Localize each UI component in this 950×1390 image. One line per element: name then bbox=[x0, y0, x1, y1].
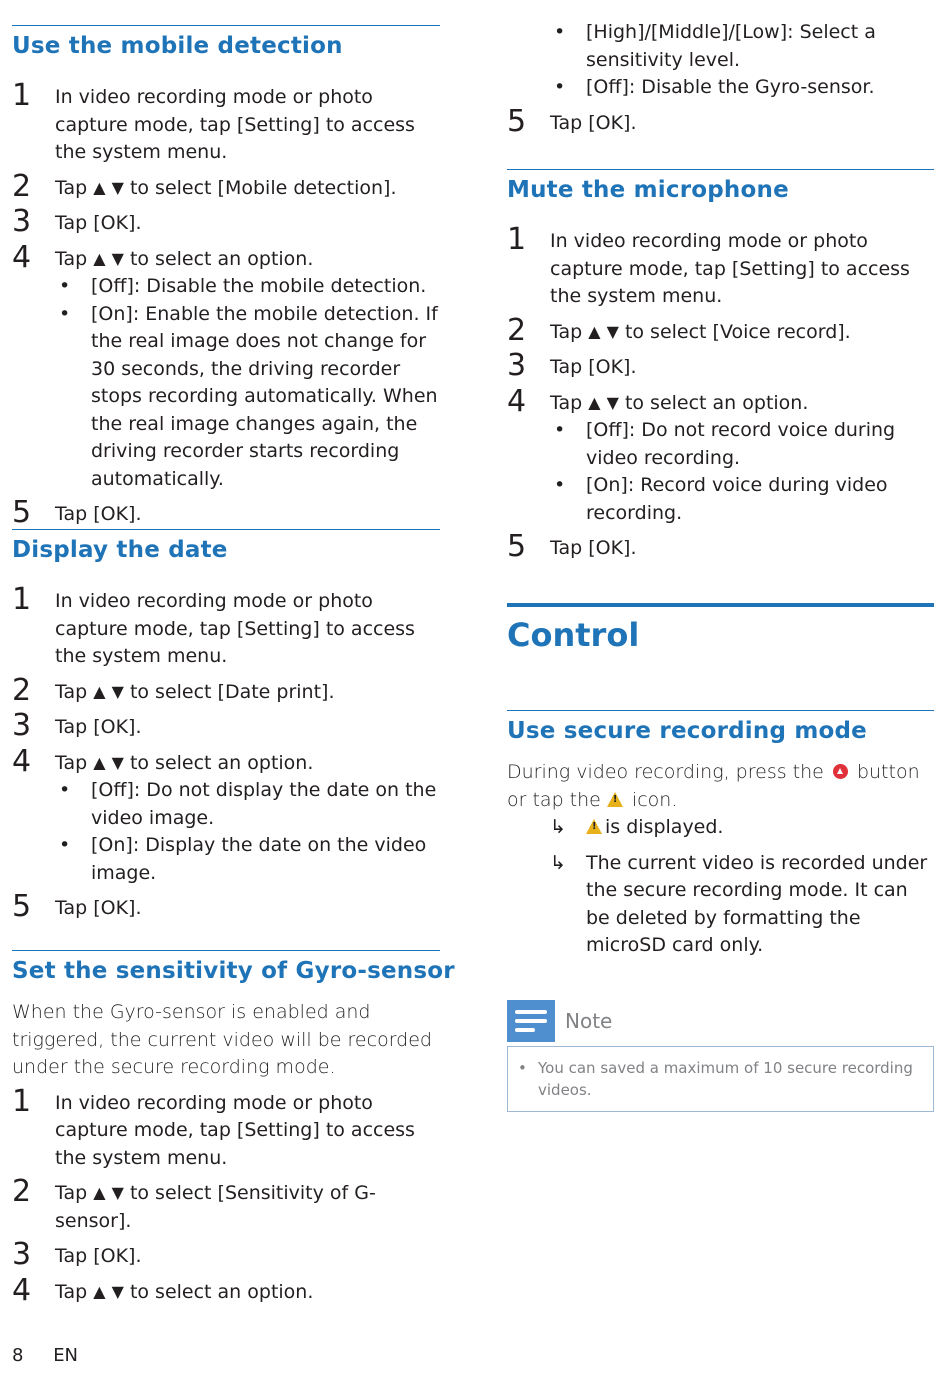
result-item: ↳ ! is displayed. bbox=[550, 814, 934, 842]
up-arrow-icon: ▲ bbox=[588, 321, 601, 341]
step-4: 4 Tap ▲ ▼ to select an option. bbox=[12, 1272, 314, 1308]
option-item: • [On]: Display the date on the video image. bbox=[55, 832, 440, 887]
step-2: 2 Tap ▲ ▼ to select [Mobile detection]. bbox=[12, 168, 397, 204]
note-title: Note bbox=[565, 1009, 613, 1033]
step-list bbox=[12, 78, 440, 530]
down-arrow-icon: ▼ bbox=[111, 248, 124, 268]
note-box bbox=[507, 1046, 934, 1112]
section-title: Use the mobile detection bbox=[12, 33, 343, 59]
down-arrow-icon: ▼ bbox=[111, 1183, 124, 1202]
down-arrow-icon: ▼ bbox=[111, 752, 124, 772]
result-arrow-icon: ↳ bbox=[550, 816, 566, 838]
step-5: 5 Tap [OK]. bbox=[507, 529, 637, 564]
section-title: Display the date bbox=[12, 537, 228, 563]
step-4: 4 Tap ▲ ▼ to select an option. bbox=[12, 239, 314, 275]
step-3: 3 Tap [OK]. bbox=[12, 1237, 142, 1272]
step-3: 3 Tap [OK]. bbox=[507, 348, 637, 383]
option-item: • [Off]: Do not record voice during video recording. bbox=[550, 417, 934, 472]
section-title: Use secure recording mode bbox=[507, 718, 867, 744]
language-code: EN bbox=[53, 1345, 79, 1366]
page-footer bbox=[12, 1345, 102, 1366]
section-mobile-detection bbox=[12, 25, 440, 529]
step-list bbox=[12, 582, 440, 924]
option-item: • [On]: Enable the mobile detection. If the real image does not change for 30 seconds, the driving recorder stops recording automatically. When the real image changes again, the driving recorder starts recording automatically. bbox=[55, 301, 440, 494]
step-2: 2 Tap ▲ ▼ to select [Date print]. bbox=[12, 672, 335, 708]
down-arrow-icon: ▼ bbox=[606, 392, 619, 412]
result-arrow-icon: ↳ bbox=[550, 851, 566, 874]
chapter-control bbox=[507, 603, 934, 655]
section-secure-recording bbox=[507, 710, 934, 960]
step-1: 1 In video recording mode or photo capture mode, tap [Setting] to access the system menu. bbox=[12, 582, 415, 667]
step-5: 5 Tap [OK]. bbox=[507, 103, 637, 139]
step-2: 2 Tap ▲ ▼ to select [Voice record]. bbox=[507, 312, 851, 348]
step-1: 1 In video recording mode or photo capture mode, tap [Setting] to access the system menu. bbox=[507, 222, 910, 307]
down-arrow-icon: ▼ bbox=[111, 177, 124, 197]
up-arrow-icon: ▲ bbox=[93, 1281, 106, 1301]
step-4: 4 Tap ▲ ▼ to select an option. bbox=[12, 743, 314, 779]
step-2: 2 Tap ▲ ▼ to select [Sensitivity of G-sensor]. bbox=[12, 1174, 376, 1232]
step-3: 3 Tap [OK]. bbox=[12, 204, 142, 239]
emergency-record-button-icon bbox=[833, 764, 848, 779]
section-intro: When the Gyro-sensor is enabled and triggered, the current video will be recorded under the secure recording mode. bbox=[12, 1001, 432, 1078]
page-number: 8 bbox=[12, 1345, 24, 1366]
option-item: • [Off]: Disable the Gyro-sensor. bbox=[550, 74, 934, 102]
step-list bbox=[12, 1083, 440, 1308]
section-title: Mute the microphone bbox=[507, 177, 789, 203]
step-3: 3 Tap [OK]. bbox=[12, 708, 142, 743]
down-arrow-icon: ▼ bbox=[606, 321, 619, 341]
up-arrow-icon: ▲ bbox=[588, 392, 601, 412]
up-arrow-icon: ▲ bbox=[93, 752, 106, 772]
down-arrow-icon: ▼ bbox=[111, 1281, 124, 1301]
section-title: Set the sensitivity of Gyro-sensor bbox=[12, 958, 455, 984]
option-item: • [On]: Record voice during video recording. bbox=[550, 472, 934, 527]
step-5: 5 Tap [OK]. bbox=[12, 889, 142, 924]
step-5: 5 Tap [OK]. bbox=[12, 495, 142, 530]
section-gyro-continued bbox=[507, 19, 934, 137]
note-header bbox=[507, 1000, 934, 1046]
up-arrow-icon: ▲ bbox=[93, 681, 106, 701]
step-4: 4 Tap ▲ ▼ to select an option. bbox=[507, 383, 809, 419]
chapter-title: Control bbox=[507, 616, 640, 654]
section-mute-microphone bbox=[507, 169, 934, 563]
up-arrow-icon: ▲ bbox=[93, 248, 106, 268]
section-gyro-sensor bbox=[12, 950, 455, 1308]
up-arrow-icon: ▲ bbox=[93, 177, 106, 197]
step-list bbox=[507, 222, 934, 564]
up-arrow-icon: ▲ bbox=[93, 1183, 106, 1202]
step-1: 1 In video recording mode or photo capture mode, tap [Setting] to access the system menu. bbox=[12, 78, 415, 163]
note-text: • You can saved a maximum of 10 secure recording videos. bbox=[518, 1057, 923, 1101]
note-icon bbox=[507, 1000, 555, 1042]
option-item: • [Off]: Do not display the date on the video image. bbox=[55, 777, 440, 832]
section-intro: During video recording, press the button or tap the ! icon. bbox=[507, 759, 934, 814]
option-item: • [High]/[Middle]/[Low]: Select a sensitivity level. bbox=[550, 19, 934, 74]
warning-icon bbox=[586, 819, 602, 834]
option-item: • [Off]: Disable the mobile detection. bbox=[55, 273, 440, 301]
warning-icon bbox=[607, 792, 623, 807]
note-block bbox=[507, 1000, 934, 1112]
down-arrow-icon: ▼ bbox=[111, 681, 124, 701]
section-display-date bbox=[12, 529, 440, 923]
result-item: ↳ The current video is recorded under the secure recording mode. It can be deleted by formatting the microSD card only. bbox=[550, 851, 928, 956]
step-1: 1 In video recording mode or photo capture mode, tap [Setting] to access the system menu. bbox=[12, 1083, 415, 1169]
